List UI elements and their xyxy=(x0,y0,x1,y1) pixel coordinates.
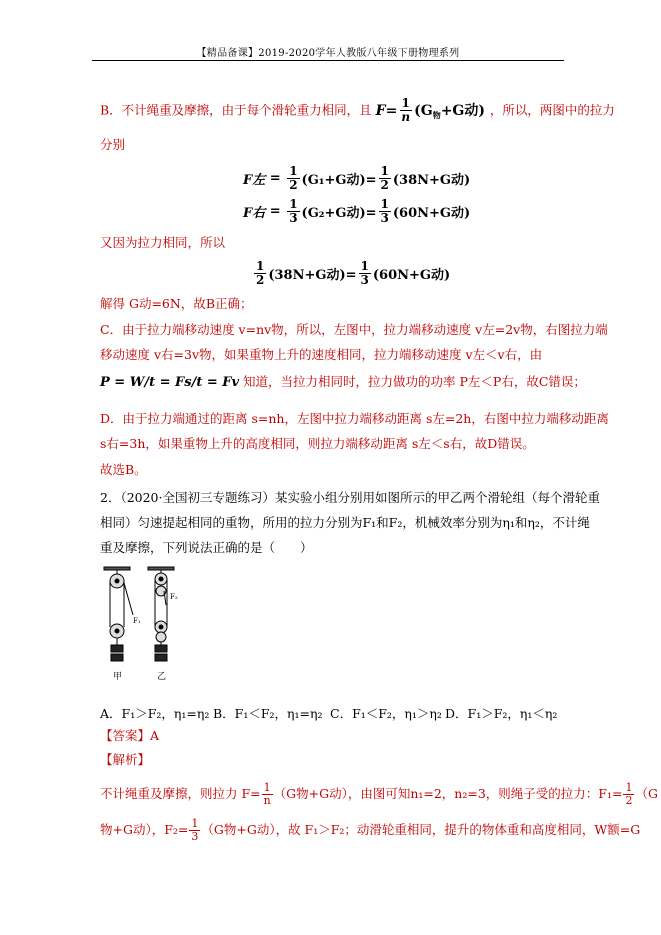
pulley-systems-figure xyxy=(100,565,200,685)
option-d-analysis-line2: s右=3h，如果重物上升的高度相同，则拉力端移动距离 s左＜s右，故D错误。 xyxy=(100,436,535,451)
solve-line: 解得 G动=6N，故B正确； xyxy=(100,296,253,311)
b-text-a: B．不计绳重及摩擦，由于每个滑轮重力相同，且 xyxy=(100,102,372,118)
analysis-line1: 不计绳重及摩擦，则拉力 F= $\frac{1}{n}$ （G物+G动），由图可知n₁=2，n₂=3，则绳子受的拉力：F₁= $\frac{1}{2}$ （G xyxy=(100,781,658,807)
option-c-analysis-line2: 移动速度 v右=3v物，如果重物上升的速度相同，拉力端移动速度 v左＜v右，由 xyxy=(100,347,543,362)
b-text-b: ，所以，两图中的拉力 xyxy=(489,102,615,118)
analysis-label: 【解析】 xyxy=(100,752,151,767)
header-divider xyxy=(92,60,564,61)
formula-f-over-n: F= $\frac{1}{n}$ ($G_物+G$动) xyxy=(375,96,490,124)
label-jia: 甲 xyxy=(113,672,123,682)
page-header: 【精品备课】2019-2020学年人教版八年级下册物理系列 xyxy=(196,48,460,59)
question2-line2: 相同）匀速提起相同的重物，所用的拉力分别为F₁和F₂，机械效率分别为η₁和η₂，不计绳 xyxy=(100,515,590,530)
conclusion-line: 故选B。 xyxy=(100,462,147,477)
equation-f-right: F右 = $\frac{1}{3}$ (G₂+G动)= $\frac{1}{3}$ (60N+G动) xyxy=(243,197,471,225)
answer-label: 【答案】A xyxy=(100,728,160,743)
option-b: B．F₁＜F₂，η₁=η₂ xyxy=(213,706,323,721)
weight-right-1 xyxy=(155,645,167,652)
power-formula: P = W/t = Fs/t = Fv xyxy=(100,375,240,390)
ceiling-left xyxy=(104,567,130,570)
option-d-analysis-line1: D．由于拉力端通过的距离 s=nh，左图中拉力端移动距离 s左=2h，右图中拉力端移动距离 xyxy=(100,411,609,426)
option-d: D．F₁＞F₂，η₁＜η₂ xyxy=(445,706,558,721)
equation-f-left: F左 = $\frac{1}{2}$ (G₁+G动)= $\frac{1}{2}$ (38N+G动) xyxy=(243,164,471,192)
question2-line1: 2．（2020·全国初三专题练习）某实验小组分别用如图所示的甲乙两个滑轮组（每个滑轮重 xyxy=(100,490,600,505)
label-f1: F₁ xyxy=(133,617,141,625)
analysis-line2: 物+G动），F₂= $\frac{1}{3}$ （G物+G动），故 F₁＞F₂；动滑轮重相同，提升的物体重和高度相同，W额=G xyxy=(100,817,641,843)
fraction-1-over-n: $\frac{1}{n}$ xyxy=(401,96,411,124)
option-c: C．F₁＜F₂，η₁＞η₂ xyxy=(330,706,442,721)
weight-left-1 xyxy=(111,645,123,652)
option-a: A．F₁＞F₂，η₁=η₂ xyxy=(100,706,210,721)
question2-line3: 重及摩擦，下列说法正确的是（ ） xyxy=(100,540,313,555)
weight-left-2 xyxy=(111,654,123,661)
option-c-analysis-line1: C．由于拉力端移动速度 v=nv物，所以，左图中，拉力端移动速度 v左=2v物，右图拉力端 xyxy=(100,322,608,337)
option-c-analysis-line3: P = W/t = Fs/t = Fv 知道，当拉力相同时，拉力做功的功率 P左＜P右，故C错误； xyxy=(100,374,586,390)
option-b-analysis-line1 xyxy=(100,97,615,124)
label-f2: F₂ xyxy=(170,593,178,601)
equation-equal-forces: $\frac{1}{2}$ (38N+G动)= $\frac{1}{3}$ (60N+G动) xyxy=(256,259,451,287)
label-yi: 乙 xyxy=(157,672,167,682)
option-b-analysis-line2: 分别 xyxy=(100,137,126,152)
ceiling-right xyxy=(148,567,174,570)
also-line: 又因为拉力相同，所以 xyxy=(100,235,226,250)
weight-right-2 xyxy=(155,654,167,661)
movable-pulley-right-2 xyxy=(156,632,166,642)
